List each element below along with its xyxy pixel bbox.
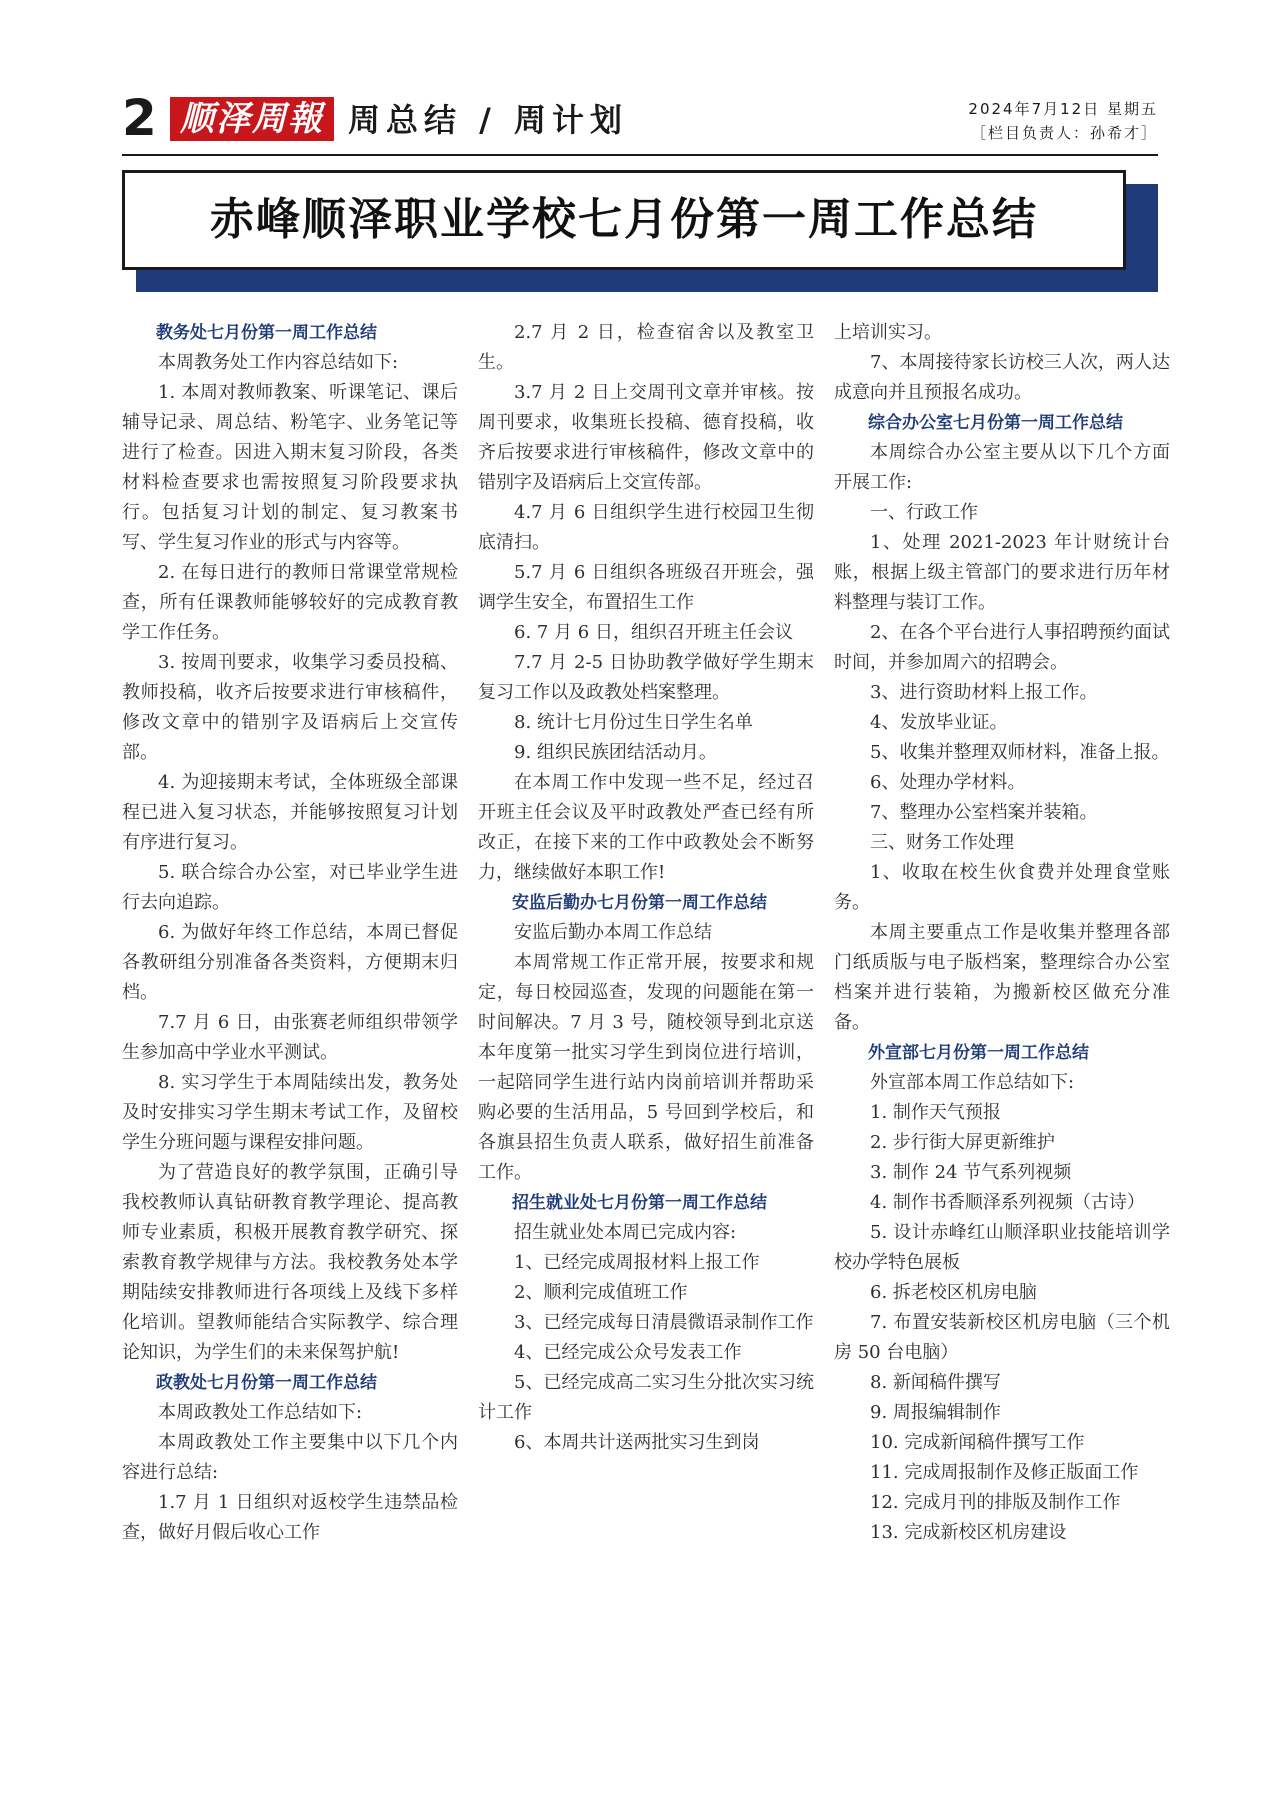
paragraph: 10. 完成新闻稿件撰写工作 [870, 1432, 1085, 1453]
paragraph: 6. 为做好年终工作总结，本周已督促各教研组分别准备各类资料，方便期末归档。 [122, 922, 458, 1003]
paragraph: 9. 组织民族团结活动月。 [514, 742, 717, 763]
paragraph: 为了营造良好的教学氛围，正确引导我校教师认真钻研教育教学理论、提高教师专业素质，积极开展教育教学研究、探索教育教学规律与方法。我校教务处本学期陆续安排教师进行各项线上及线下多样化培训。望教师能结合实际教学、综合理论知识，为学生们的未来保驾护航! [122, 1162, 458, 1363]
paragraph: 13. 完成新校区机房建设 [870, 1522, 1067, 1543]
paragraph: 1、处理 2021-2023 年计财统计台账，根据上级主管部门的要求进行历年材料整理与装订工作。 [834, 532, 1170, 613]
paragraph: 安监后勤办本周工作总结 [514, 922, 712, 943]
paragraph: 5.7 月 6 日组织各班级召开班会，强调学生安全，布置招生工作 [478, 562, 814, 613]
paragraph: 本周综合办公室主要从以下几个方面开展工作: [834, 442, 1170, 493]
paragraph: 1、收取在校生伙食费并处理食堂账务。 [834, 862, 1170, 913]
paragraph: 1. 本周对教师教案、听课笔记、课后辅导记录、周总结、粉笔字、业务笔记等进行了检查。因进入期末复习阶段，各类材料检查要求也需按照复习阶段要求执行。包括复习计划的制定、复习教案书写、学生复习作业的形式与内容等。 [122, 382, 458, 553]
paragraph: 2.7 月 2 日，检查宿舍以及教室卫生。 [478, 322, 814, 373]
section-heading: 教务处七月份第一周工作总结 [156, 323, 377, 343]
article-column-1 [122, 318, 458, 1548]
paragraph: 12. 完成月刊的排版及制作工作 [870, 1492, 1121, 1513]
paragraph: 1、已经完成周报材料上报工作 [514, 1252, 760, 1273]
paragraph: 本周常规工作正常开展，按要求和规定，每日校园巡查，发现的问题能在第一时间解决。7 月 3 号，随校领导到北京送本年度第一批实习学生到岗位进行培训，一起陪同学生进行站内岗前培训并帮助采购必要的生活用品，5 号回到学校后，和各旗县招生负责人联系，做好招生前准备工作。 [478, 952, 814, 1183]
section-heading: 安监后勤办七月份第一周工作总结 [512, 893, 767, 913]
paragraph: 5. 联合综合办公室，对已毕业学生进行去向追踪。 [122, 862, 458, 913]
paragraph: 4. 制作书香顺泽系列视频（古诗） [870, 1192, 1145, 1213]
main-title: 赤峰顺泽职业学校七月份第一周工作总结 [210, 194, 1038, 245]
paragraph: 2、顺利完成值班工作 [514, 1282, 688, 1303]
page-header [0, 0, 1280, 160]
paragraph: 三、财务工作处理 [870, 832, 1014, 853]
paragraph: 2. 在每日进行的教师日常课堂常规检查，所有任课教师能够较好的完成教育教学工作任务。 [122, 562, 458, 643]
paragraph: 5、收集并整理双师材料，准备上报。 [870, 742, 1170, 763]
paragraph: 4、已经完成公众号发表工作 [514, 1342, 742, 1363]
section-heading: 政教处七月份第一周工作总结 [156, 1373, 377, 1393]
paragraph: 本周政教处工作总结如下: [158, 1402, 363, 1423]
header-divider [122, 154, 1158, 156]
paragraph: 8. 实习学生于本周陆续出发，教务处及时安排实习学生期末考试工作，及留校学生分班问题与课程安排问题。 [122, 1072, 458, 1153]
page-number: 2 [122, 89, 157, 147]
paragraph: 6、处理办学材料。 [870, 772, 1026, 793]
section-title: 周总结 / 周计划 [348, 101, 628, 139]
newspaper-logo: 顺泽周報 [170, 97, 334, 141]
article-column-3 [834, 318, 1170, 1548]
paragraph: 3.7 月 2 日上交周刊文章并审核。按周刊要求，收集班长投稿、德育投稿，收齐后按要求进行审核稿件，修改文章中的错别字及语病后上交宣传部。 [478, 382, 814, 493]
paragraph: 3、进行资助材料上报工作。 [870, 682, 1098, 703]
title-box [122, 170, 1126, 270]
paragraph: 7.7 月 2-5 日协助教学做好学生期末复习工作以及政教处档案整理。 [478, 652, 814, 703]
paragraph: 6. 拆老校区机房电脑 [870, 1282, 1037, 1303]
article-column-2 [478, 318, 814, 1458]
paragraph: 7、整理办公室档案并装箱。 [870, 802, 1098, 823]
paragraph: 4、发放毕业证。 [870, 712, 1008, 733]
paragraph: 8. 新闻稿件撰写 [870, 1372, 1001, 1393]
paragraph: 3、已经完成每日清晨微语录制作工作 [514, 1312, 814, 1333]
paragraph: 3. 按周刊要求，收集学习委员投稿、教师投稿，收齐后按要求进行审核稿件，修改文章中的错别字及语病后上交宣传部。 [122, 652, 458, 763]
paragraph: 外宣部本周工作总结如下: [870, 1072, 1075, 1093]
paragraph: 在本周工作中发现一些不足，经过召开班主任会议及平时政教处严查已经有所改正，在接下来的工作中政教处会不断努力，继续做好本职工作! [478, 772, 814, 883]
paragraph: 6、本周共计送两批实习生到岗 [514, 1432, 760, 1453]
issue-date: 2024年7月12日 星期五 [968, 100, 1158, 118]
paragraph: 本周政教处工作主要集中以下几个内容进行总结: [122, 1432, 458, 1483]
paragraph: 2. 步行街大屏更新维护 [870, 1132, 1055, 1153]
paragraph: 7.7 月 6 日，由张赛老师组织带领学生参加高中学业水平测试。 [122, 1012, 458, 1063]
paragraph: 一、行政工作 [870, 502, 978, 523]
paragraph: 上培训实习。 [834, 322, 942, 343]
paragraph: 招生就业处本周已完成内容: [514, 1222, 737, 1243]
paragraph: 9. 周报编辑制作 [870, 1402, 1001, 1423]
paragraph: 8. 统计七月份过生日学生名单 [514, 712, 753, 733]
paragraph: 本周教务处工作内容总结如下: [158, 352, 399, 373]
paragraph: 7. 布置安装新校区机房电脑（三个机房 50 台电脑） [834, 1312, 1170, 1363]
paragraph: 6. 7 月 6 日，组织召开班主任会议 [514, 622, 793, 643]
paragraph: 5. 设计赤峰红山顺泽职业技能培训学校办学特色展板 [834, 1222, 1170, 1273]
paragraph: 1.7 月 1 日组织对返校学生违禁品检查，做好月假后收心工作 [122, 1492, 458, 1543]
paragraph: 7、本周接待家长访校三人次，两人达成意向并且预报名成功。 [834, 352, 1170, 403]
paragraph: 2、在各个平台进行人事招聘预约面试时间，并参加周六的招聘会。 [834, 622, 1170, 673]
paragraph: 4. 为迎接期末考试，全体班级全部课程已进入复习状态，并能够按照复习计划有序进行复习。 [122, 772, 458, 853]
column-editor: ［栏目负责人：孙希才］ [970, 124, 1158, 142]
section-heading: 外宣部七月份第一周工作总结 [868, 1043, 1089, 1063]
paragraph: 4.7 月 6 日组织学生进行校园卫生彻底清扫。 [478, 502, 814, 553]
section-heading: 招生就业处七月份第一周工作总结 [512, 1193, 767, 1213]
paragraph: 本周主要重点工作是收集并整理各部门纸质版与电子版档案，整理综合办公室档案并进行装箱，为搬新校区做充分准备。 [834, 922, 1170, 1033]
paragraph: 1. 制作天气预报 [870, 1102, 1001, 1123]
paragraph: 5、已经完成高二实习生分批次实习统计工作 [478, 1372, 814, 1423]
paragraph: 3. 制作 24 节气系列视频 [870, 1162, 1072, 1183]
paragraph: 11. 完成周报制作及修正版面工作 [870, 1462, 1139, 1483]
section-heading: 综合办公室七月份第一周工作总结 [868, 413, 1123, 433]
